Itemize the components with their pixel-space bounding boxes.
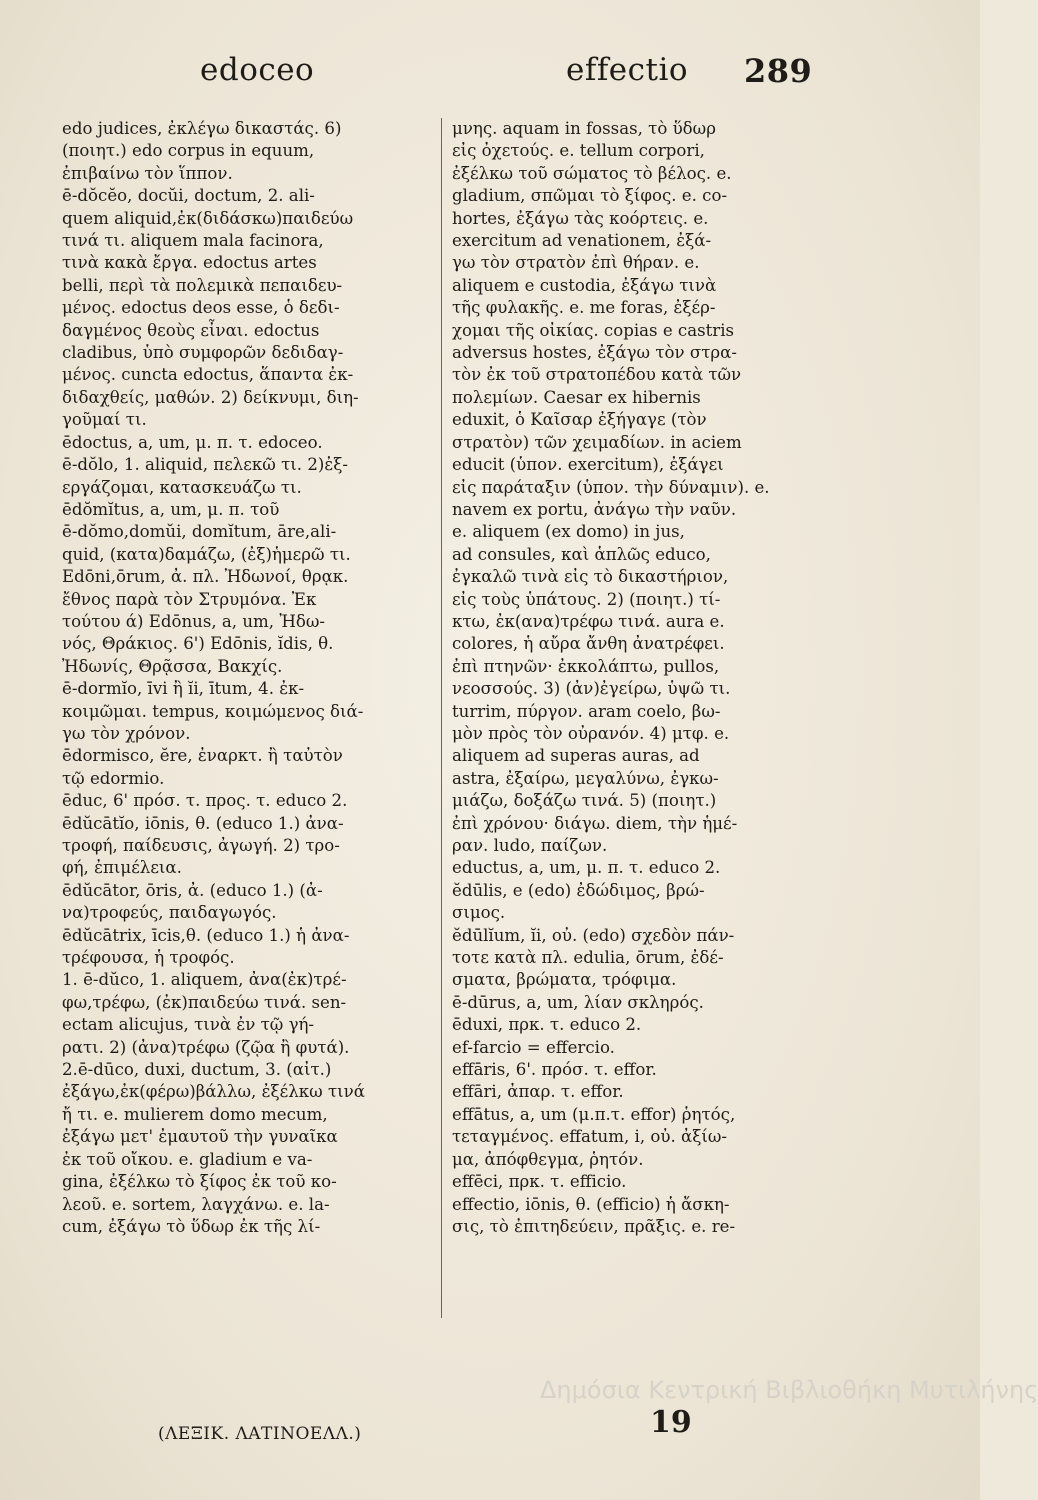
text-line: ē-dŏmo,domŭi, domĭtum, āre,ali- [62, 522, 337, 542]
text-line: eductus, a, um, μ. π. τ. educo 2. [452, 858, 721, 878]
text-line: ἤ τι. e. mulierem domo mecum, [62, 1104, 328, 1124]
text-line: εἰς παράταξιν (ὑπον. τὴν δύναμιν). e. [452, 477, 770, 497]
text-line: ectam alicujus, τινὰ ἐν τῷ γή- [62, 1015, 315, 1035]
text-line: cladibus, ὑπὸ συμφορῶν δεδιδαγ- [62, 343, 344, 363]
text-line: φω,τρέφω, (ἐκ)παιδεύω τινά. sen- [62, 992, 347, 1012]
text-line: aliquem ad superas auras, ad [452, 746, 700, 766]
text-line: νεοσσούς. 3) (ἀν)ἐγείρω, ὑψῶ τι. [452, 679, 731, 699]
text-line: ēdoctus, a, um, μ. π. τ. edoceo. [62, 432, 323, 452]
text-line: διδαχθείς, μαθών. 2) δείκνυμι, διη- [62, 387, 359, 407]
text-line: ēdŏmĭtus, a, um, μ. π. τοῦ [62, 499, 280, 519]
text-line: να)τροφεύς, παιδαγωγός. [62, 903, 277, 923]
text-line: 2.ē-dūco, duxi, ductum, 3. (αἰτ.) [62, 1060, 332, 1080]
text-line: γοῦμαί τι. [62, 410, 147, 430]
column-divider [441, 118, 442, 1318]
footer-book-title: (ΛΕΞΙΚ. ΛΑΤΙΝΟΕΛΛ.) [158, 1424, 362, 1444]
text-line: effāris, 6'. πρόσ. τ. effor. [452, 1060, 657, 1080]
page-number: 289 [744, 52, 813, 90]
text-line: cum, ἐξάγω τὸ ὕδωρ ἐκ τῆς λί- [62, 1216, 321, 1236]
text-line: ēdormisco, ĕre, ἐναρκτ. ἢ ταὐτὸν [62, 746, 343, 766]
text-line: ēdŭcātrix, īcis,θ. (educo 1.) ἡ ἀνα- [62, 925, 350, 945]
text-line: ē-dūrus, a, um, λίαν σκληρός. [452, 992, 704, 1012]
text-line: effāri, ἀπαρ. τ. effor. [452, 1082, 624, 1102]
text-line: ēdŭcātor, ōris, ἀ. (educo 1.) (ἀ- [62, 880, 323, 900]
text-line: σματα, βρώματα, τρόφιμα. [452, 970, 677, 990]
text-line: navem ex portu, ἀνάγω τὴν ναῦν. [452, 499, 737, 519]
text-line: ἐξάγω μετ' ἐμαυτοῦ τὴν γυναῖκα [62, 1127, 338, 1147]
right-column [452, 118, 834, 1238]
text-line: ἐπὶ χρόνου· διάγω. diem, τὴν ἡμέ- [452, 813, 738, 833]
text-line: hortes, ἐξάγω τὰς κοόρτεις. e. [452, 208, 709, 228]
text-line: ē-dŏlo, 1. aliquid, πελεκῶ τι. 2)ἐξ- [62, 455, 348, 475]
text-line: effectio, iōnis, θ. (efficio) ἡ ἄσκη- [452, 1194, 730, 1214]
text-line: ē-dormĭo, īvi ἢ ĭi, ītum, 4. ἐκ- [62, 679, 305, 699]
left-column [62, 118, 432, 1238]
text-line: τροφή, παίδευσις, ἀγωγή. 2) τρο- [62, 836, 340, 855]
text-line: ἐπιβαίνω τὸν ἵππον. [62, 163, 233, 183]
text-line: κοιμῶμαι. tempus, κοιμώμενος διά- [62, 701, 364, 721]
text-line: educit (ὑπον. exercitum), ἐξάγει [452, 455, 724, 475]
text-line: astra, ἐξαίρω, μεγαλύνω, ἐγκω- [452, 768, 719, 788]
text-line: ē-dŏcĕo, docŭi, doctum, 2. ali- [62, 186, 315, 206]
text-line: edo judices, ἐκλέγω δικαστάς. 6) [62, 119, 342, 138]
text-line: γω τὸν χρόνον. [62, 723, 191, 743]
text-line: δαγμένος θεοὺς εἶναι. edoctus [62, 320, 320, 340]
signature-mark: 19 [650, 1405, 692, 1440]
text-line: ēduc, 6' πρόσ. τ. προς. τ. educo 2. [62, 791, 348, 811]
text-line: μιάζω, δοξάζω τινά. 5) (ποιητ.) [452, 791, 717, 811]
text-line: ἐξάγω,ἐκ(φέρω)βάλλω, ἐξέλκω τινά [62, 1082, 365, 1102]
text-line: νός, Θράκιος. 6') Edōnis, ĭdis, θ. [62, 634, 334, 654]
text-line: turrim, πύργον. aram coelo, βω- [452, 701, 721, 721]
text-line: κτω, ἐκ(ανα)τρέφω τινά. aura e. [452, 611, 725, 631]
text-line: ραν. ludo, παίζων. [452, 836, 608, 855]
text-line: τεταγμένος. effatum, i, οὐ. ἀξίω- [452, 1127, 727, 1147]
text-line: ef-farcio = effercio. [452, 1037, 615, 1057]
text-line: ēduxi, πρκ. τ. educo 2. [452, 1015, 642, 1035]
text-line: τινά τι. aliquem mala facinora, [62, 231, 324, 251]
text-line: ἐγκαλῶ τινὰ εἰς τὸ δικαστήριον, [452, 567, 729, 587]
text-line: μα, ἀπόφθεγμα, ῥητόν. [452, 1149, 644, 1169]
text-line: μένος. edoctus deos esse, ὁ δεδι- [62, 298, 340, 318]
text-line: τῆς φυλακῆς. e. me foras, ἐξέρ- [452, 298, 716, 318]
text-line: τούτου ά) Edōnus, a, um, Ἠδω- [62, 611, 326, 631]
text-line: ἐξέλκω τοῦ σώματος τὸ βέλος. e. [452, 163, 732, 183]
text-line: τῷ edormio. [62, 768, 165, 788]
text-line: πολεμίων. Caesar ex hibernis [452, 387, 701, 407]
text-line: σιμος. [452, 903, 506, 923]
text-line: ĕdūlis, e (edo) ἐδώδιμος, βρώ- [452, 880, 705, 900]
text-line: τινὰ κακὰ ἔργα. edoctus artes [62, 253, 317, 273]
text-line: effātus, a, um (μ.π.τ. effor) ῥητός, [452, 1104, 736, 1124]
text-line: φή, ἐπιμέλεια. [62, 858, 182, 878]
text-line: aliquem e custodia, ἐξάγω τινὰ [452, 275, 717, 295]
text-line: ρατι. 2) (ἀνα)τρέφω (ζῷα ἢ φυτά). [62, 1037, 350, 1057]
text-line: χομαι τῆς οἰκίας. copias e castris [452, 320, 735, 340]
text-line: gina, ἐξέλκω τὸ ξίφος ἐκ τοῦ κο- [62, 1172, 337, 1192]
text-line: μένος. cuncta edoctus, ἅπαντα ἐκ- [62, 365, 354, 385]
text-line: 1. ē-dŭco, 1. aliquem, ἀνα(ἐκ)τρέ- [62, 970, 347, 990]
text-line: εἰς ὀχετούς. e. tellum corpori, [452, 141, 705, 161]
text-line: e. aliquem (ex domo) in jus, [452, 522, 685, 542]
text-line: ad consules, καὶ ἁπλῶς educo, [452, 544, 711, 564]
library-watermark: Δημόσια Κεντρική Βιβλιοθήκη Μυτιλήνης [540, 1376, 1038, 1404]
text-line: τοτε κατὰ πλ. edulia, ōrum, ἐδέ- [452, 948, 724, 968]
text-line: exercitum ad venationem, ἐξά- [452, 231, 712, 251]
text-line: ἔθνος παρὰ τὸν Στρυμόνα. Ἐκ [62, 589, 317, 609]
text-line: τὸν ἐκ τοῦ στρατοπέδου κατὰ τῶν [452, 365, 742, 385]
text-line: στρατὸν) τῶν χειμαδίων. in aciem [452, 432, 742, 452]
text-line: γω τὸν στρατὸν ἐπὶ θήραν. e. [452, 253, 700, 273]
text-line: σις, τὸ ἐπιτηδεύειν, πρᾶξις. e. re- [452, 1216, 736, 1236]
header-right-word: effectio [566, 52, 689, 88]
text-line: Ἠδωνίς, Θρᾷσσα, Βακχίς. [62, 656, 283, 676]
text-line: εἰς τοὺς ὑπάτους. 2) (ποιητ.) τί- [452, 589, 721, 609]
text-line: τρέφουσα, ἡ τροφός. [62, 948, 235, 968]
text-line: (ποιητ.) edo corpus in equum, [62, 141, 315, 161]
text-line: ἐπὶ πτηνῶν· ἐκκολάπτω, pullos, [452, 656, 720, 676]
text-line: μνης. aquam in fossas, τὸ ὕδωρ [452, 119, 716, 138]
text-line: eduxit, ὁ Καῖσαρ ἐξήγαγε (τὸν [452, 410, 707, 430]
text-line: quid, (κατα)δαμάζω, (ἐξ)ἡμερῶ τι. [62, 544, 351, 564]
text-line: εργάζομαι, κατασκευάζω τι. [62, 477, 302, 497]
text-line: colores, ἡ αὔρα ἄνθη ἀνατρέφει. [452, 634, 725, 654]
text-line: Edōni,ōrum, ἀ. πλ. Ἠδωνοί, θρᾳκ. [62, 567, 349, 587]
text-line: ἐκ τοῦ οἴκου. e. gladium e va- [62, 1149, 313, 1169]
text-line: μὸν πρὸς τὸν οὐρανόν. 4) μτφ. e. [452, 723, 730, 743]
text-line: belli, περὶ τὰ πολεμικὰ πεπαιδευ- [62, 275, 343, 295]
text-line: λεοῦ. e. sortem, λαγχάνω. e. la- [62, 1194, 330, 1214]
header-left-word: edoceo [200, 52, 315, 88]
text-line: effēci, πρκ. τ. efficio. [452, 1172, 627, 1192]
text-line: gladium, σπῶμαι τὸ ξίφος. e. co- [452, 186, 728, 206]
text-line: quem aliquid,ἐκ(διδάσκω)παιδεύω [62, 208, 354, 228]
text-line: ĕdūlĭum, ĭi, οὐ. (edo) σχεδὸν πάν- [452, 925, 735, 945]
text-line: adversus hostes, ἐξάγω τὸν στρα- [452, 343, 737, 363]
text-line: ēdŭcātĭo, iōnis, θ. (educo 1.) ἀνα- [62, 813, 344, 833]
